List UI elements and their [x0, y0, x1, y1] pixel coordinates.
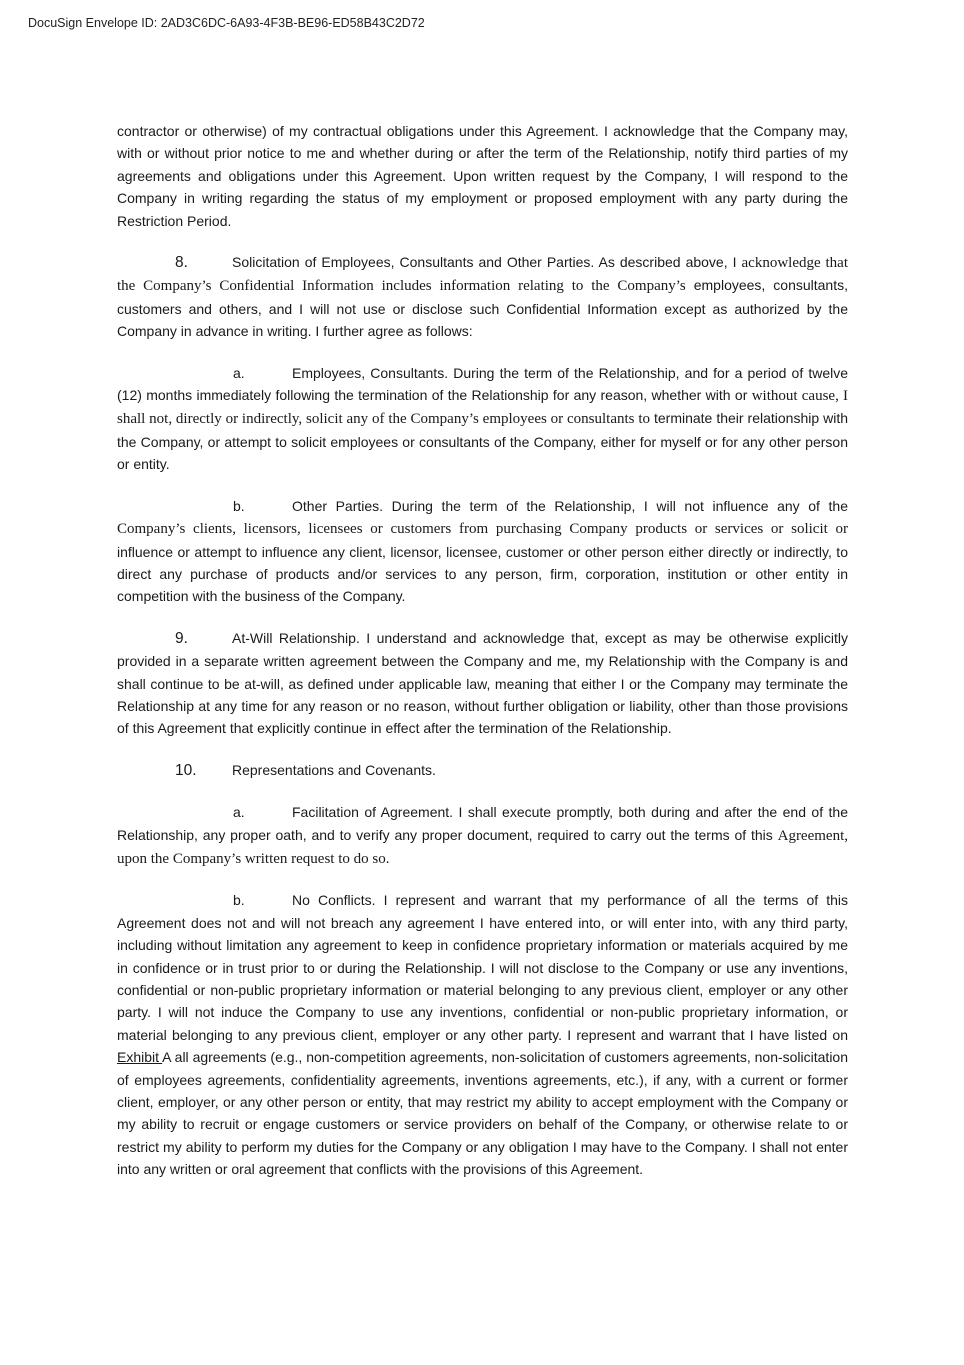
section-8a: [117, 362, 848, 476]
section-10b-letter: b.: [233, 892, 245, 909]
section-8-number: 8.: [175, 254, 188, 272]
paragraph-intro: contractor or otherwise) of my contractual obligations under this Agreement. I acknowledge that the Company may, with or without prior notice to me and whether during or after the term of the Relationship, notify third parties of my agreements and obligations under this Agreement. Upon written request by the Company, I will respond to the Company in writing regarding the status of my employment or proposed employment with any party during the Restriction Period.: [117, 123, 848, 229]
section-8a-text-serif: without cause, I shall not, directly or indirectly, solicit any of the Company’s employees or consultants to: [117, 388, 849, 428]
section-9-title: At-Will Relationship.: [232, 629, 360, 646]
section-8a-text-b: terminate their relationship with the Company, or attempt to solicit employees or consultants of the Company, either for myself or for any other person or entity.: [117, 410, 849, 473]
document-body: [117, 120, 848, 1200]
section-8b-text-b: influence or attempt to influence any client, licensor, licensee, customer or other person either directly or indirectly, to direct any purchase of products and/or services to any person, firm, corporation, institution or other entity in competition with the business of the Company.: [117, 543, 848, 605]
exhibit-a-reference: Exhibit: [117, 1049, 163, 1066]
section-8a-letter: a.: [233, 364, 245, 381]
section-10: [117, 759, 848, 782]
section-10b-title: No Conflicts.: [292, 892, 376, 909]
section-8: [117, 251, 848, 343]
section-10b-text-b: A all agreements (e.g., non-competition agreements, non-solicitation of customers agreements, non-solicitation of employees agreements, confidentiality agreements, inventions agreements, etc.), if any, with a current or former client, employer, or any other person or entity, that may restrict my ability to accept employment with the Company or my ability to recruit or engage customers or service providers on behalf of the Company, or otherwise relate to or restrict my ability to perform my duties for the Company or any obligation I may have to the Company. I shall not enter into any written or oral agreement that conflicts with the provisions of this Agreement.: [117, 1049, 849, 1178]
section-8-title: Solicitation of Employees, Consultants and Other Parties.: [232, 254, 595, 271]
docusign-envelope-id: DocuSign Envelope ID: 2AD3C6DC-6A93-4F3B-BE96-ED58B43C2D72: [28, 16, 425, 30]
section-8-text-b: employees, consultants, customers and others, and I will not use or disclose such Confidential Information except as authorized by the Company in advance in writing. I further agree as follows:: [117, 277, 848, 340]
section-9-number: 9.: [175, 629, 188, 647]
section-10b: [117, 889, 848, 1180]
section-9: [117, 627, 848, 740]
section-10a-letter: a.: [233, 804, 245, 821]
section-8-text-a: As described above, I: [594, 254, 737, 271]
section-8a-text-a: During the term of the Relationship, and for a period of twelve (12) months immediately following the termination of the Relationship for any reason, whether with or: [117, 364, 849, 404]
section-8b-text-a: During the term of the Relationship, I will not influence any of the: [383, 497, 848, 514]
section-8b-text-serif: Company’s clients, licensors, licensees or customers from purchasing Company products or services or solicit or: [117, 521, 848, 538]
section-10a-text-serif: Agreement, upon the Company’s written request to do so.: [117, 827, 848, 867]
section-10-number: 10.: [175, 761, 197, 779]
section-10b-text-a: I represent and warrant that my performance of all the terms of this Agreement does not and will not breach any agreement I have entered into, or will enter into, with any third party, including without limitation any agreement to keep in confidence proprietary information or materials acquired by me in confidence or in trust prior to or during the Relationship. I will not disclose to the Company or use any inventions, confidential or non-public proprietary information or material belonging to any previous client, employer or any other party. I will not induce the Company to use any inventions, confidential or non-public proprietary information, or material belonging to any previous client, employer or any other party. I represent and warrant that I have listed on: [117, 892, 848, 1043]
section-8b-title: Other Parties.: [292, 497, 384, 514]
section-8b-letter: b.: [233, 497, 245, 514]
section-10a-text-a: I shall execute promptly, both during and after the end of the Relationship, any proper oath, and to verify any proper document, required to carry out the terms of this: [117, 804, 848, 843]
section-8-text-serif: acknowledge that the Company’s Confidential Information includes information relating to the Company’s: [117, 255, 848, 295]
section-10-title: Representations and Covenants.: [232, 761, 436, 778]
section-9-text: I understand and acknowledge that, except as may be otherwise explicitly provided in a separate written agreement between the Company and me, my Relationship with the Company is and shall continue to be at-will, as defined under applicable law, meaning that either I or the Company may terminate the Relationship at any time for any reason or no reason, without further obligation or liability, other than those provisions of this Agreement that explicitly continue in effect after the termination of the Relationship.: [117, 629, 848, 737]
section-10a: [117, 801, 848, 870]
section-10a-title: Facilitation of Agreement.: [292, 804, 454, 821]
section-8b: [117, 495, 848, 608]
section-8a-title: Employees, Consultants.: [292, 364, 449, 381]
